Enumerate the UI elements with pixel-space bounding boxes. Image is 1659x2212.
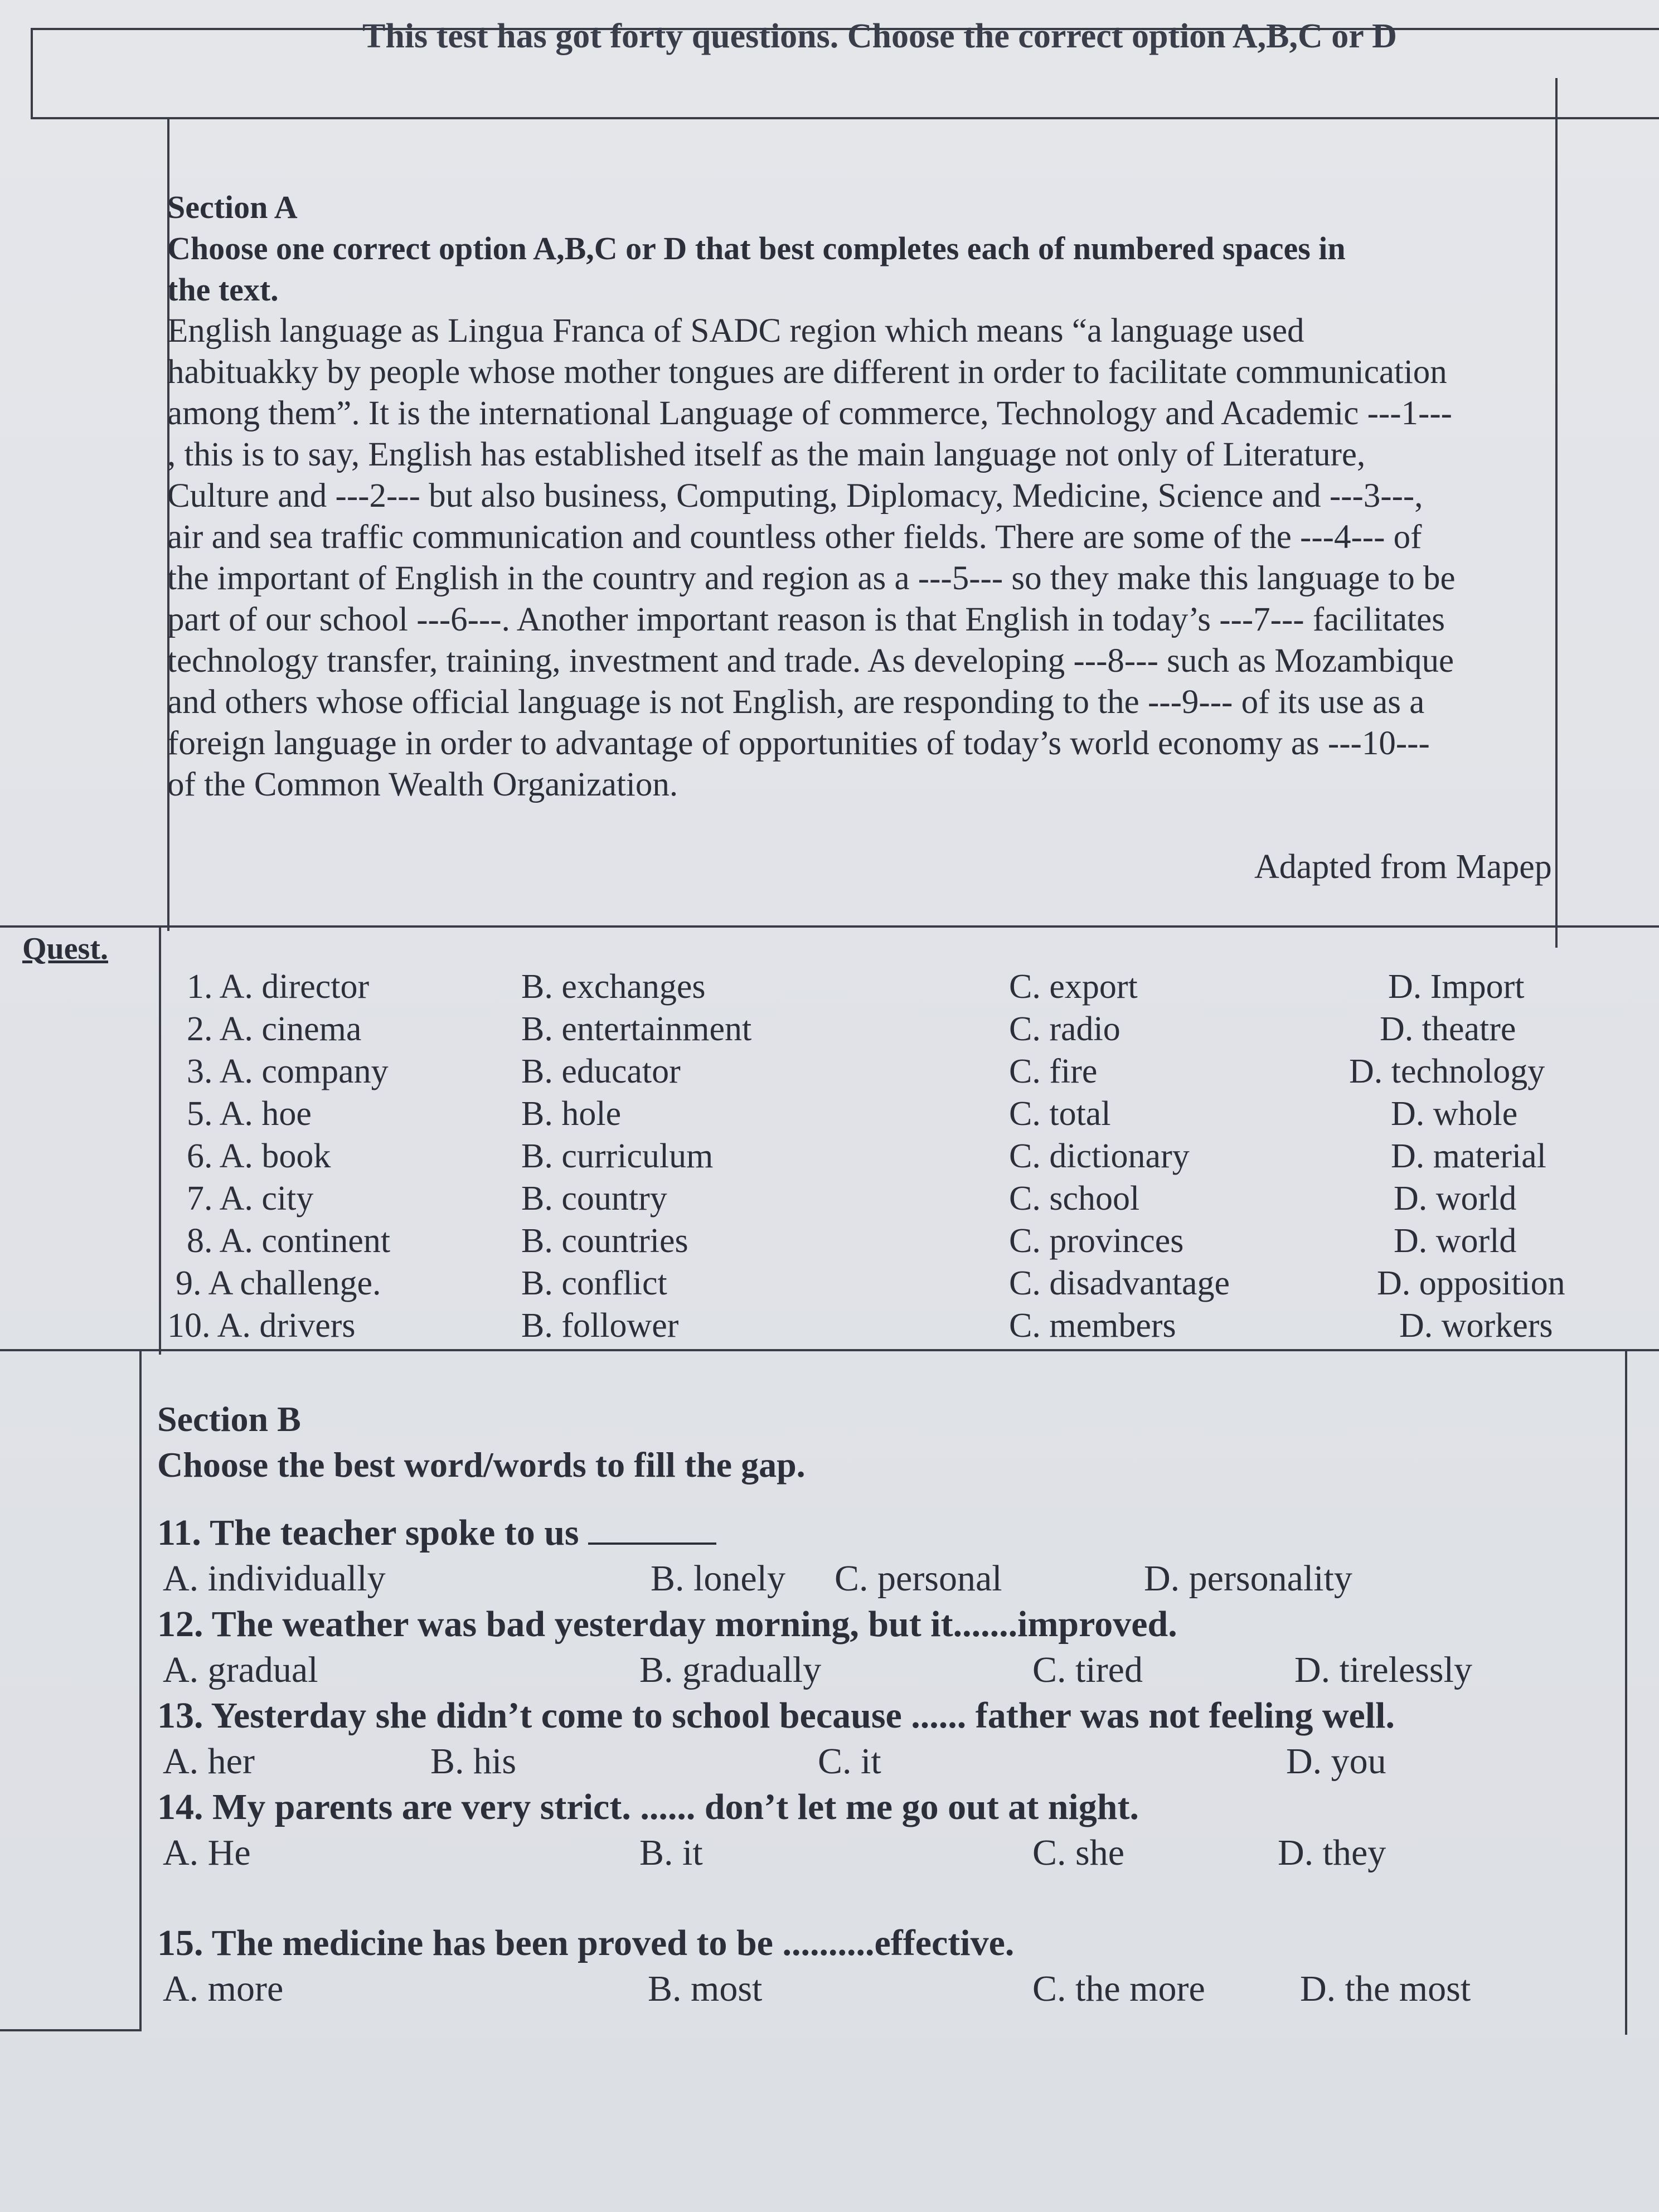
option-b: B. his [430, 1741, 517, 1782]
option-b: B. countries [521, 1222, 688, 1260]
passage-line: habituakky by people whose mother tongues are different in order to facilitate communication [167, 353, 1447, 391]
option-c: C. she [1032, 1832, 1124, 1873]
options-row [0, 1010, 1659, 1052]
options-row [0, 1137, 1659, 1179]
passage-line: English language as Lingua Franca of SADC region which means “a language used [167, 312, 1304, 350]
option-a: 5. A. hoe [187, 1095, 312, 1133]
options-row [0, 1306, 1659, 1348]
bottom-left-line [0, 2029, 142, 2031]
options-row [0, 967, 1659, 1010]
passage-line: technology transfer, training, investment and trade. As developing ---8--- such as Mozambique [167, 642, 1454, 680]
option-a: 6. A. book [187, 1137, 331, 1175]
option-b: B. curriculum [521, 1137, 714, 1175]
test-header-title: This test has got forty questions. Choose the correct option A,B,C or D [362, 17, 1397, 55]
passage-line: and others whose official language is not English, are responding to the ---9--- of its use as a [167, 683, 1425, 721]
passage-line: of the Common Wealth Organization. [167, 766, 678, 803]
passage-text [167, 311, 1561, 806]
question-stem: 12. The weather was bad yesterday morning, but it.......improved. [157, 1604, 1177, 1645]
option-a: 8. A. continent [187, 1222, 391, 1260]
section-a-instruction [167, 228, 1561, 311]
option-b: B. exchanges [521, 968, 706, 1006]
option-a: 10. A. drivers [167, 1307, 356, 1345]
question-options [157, 1739, 1607, 1784]
option-d: D. technology [1349, 1052, 1545, 1090]
left-frame-line [31, 28, 33, 119]
option-a: 2. A. cinema [187, 1010, 362, 1048]
option-d: D. personality [1144, 1558, 1352, 1599]
option-c: C. members [1009, 1307, 1176, 1345]
option-d: D. you [1286, 1741, 1386, 1782]
question-options [157, 1556, 1607, 1602]
option-b: B. conflict [521, 1264, 667, 1302]
section-a [167, 187, 1561, 806]
options-row [0, 1264, 1659, 1306]
option-a: 1. A. director [187, 968, 370, 1006]
option-d: D. they [1278, 1832, 1386, 1873]
passage-line: among them”. It is the international Language of commerce, Technology and Academic ---1--- [167, 395, 1452, 432]
option-d: D. world [1394, 1180, 1517, 1217]
option-c: C. total [1009, 1095, 1111, 1133]
option-d: D. Import [1388, 968, 1525, 1006]
options-row [0, 1179, 1659, 1221]
passage-line: the important of English in the country and region as a ---5--- so they make this language to be [167, 560, 1456, 597]
option-d: D. world [1394, 1222, 1517, 1260]
section-a-instruction-line: Choose one correct option A,B,C or D that best completes each of numbered spaces in [167, 230, 1346, 266]
passage-source: Adapted from Mapep [1254, 848, 1552, 886]
section-b-left-line [139, 1349, 142, 2029]
option-c: C. disadvantage [1009, 1264, 1230, 1302]
option-a: A. gradual [163, 1650, 318, 1690]
passage-line: , this is to say, English has established itself as the main language not only of Literature, [167, 436, 1366, 473]
spacer [157, 1488, 1607, 1510]
option-b: B. it [639, 1832, 703, 1873]
option-c: C. personal [835, 1558, 1002, 1599]
option-b: B. gradually [639, 1650, 822, 1690]
question-options [157, 1647, 1607, 1693]
option-d: D. opposition [1377, 1264, 1565, 1302]
option-d: D. tirelessly [1294, 1650, 1472, 1690]
quest-divider-line [0, 925, 1659, 928]
option-b: B. country [521, 1180, 667, 1217]
section-b-instruction: Choose the best word/words to fill the gap. [157, 1445, 806, 1485]
option-c: C. the more [1032, 1968, 1205, 2009]
options-row [0, 1221, 1659, 1264]
section-a-title: Section A [167, 189, 298, 225]
question-options [157, 1830, 1607, 1876]
options-row [0, 1094, 1659, 1137]
question-stem: 15. The medicine has been proved to be ..........effective. [157, 1923, 1015, 1963]
option-c: C. it [818, 1741, 881, 1782]
option-c: C. fire [1009, 1052, 1098, 1090]
option-b: B. educator [521, 1052, 681, 1090]
option-c: C. radio [1009, 1010, 1120, 1048]
option-b: B. lonely [651, 1558, 785, 1599]
passage-line: air and sea traffic communication and countless other fields. There are some of the ---4--- of [167, 518, 1422, 556]
option-d: D. the most [1300, 1968, 1471, 2009]
option-b: B. follower [521, 1307, 679, 1345]
option-a: 7. A. city [187, 1180, 314, 1217]
question-text: 11. The teacher spoke to us [157, 1512, 579, 1553]
section-b [157, 1396, 1607, 2012]
header-bottom-line [31, 117, 1659, 119]
option-c: C. provinces [1009, 1222, 1184, 1260]
quest-label: Quest. [22, 932, 108, 966]
option-b: B. hole [521, 1095, 622, 1133]
options-row [0, 1052, 1659, 1094]
options-bottom-line [0, 1349, 1659, 1351]
option-c: C. export [1009, 968, 1138, 1006]
option-a: A. her [163, 1741, 255, 1782]
section-b-title: Section B [157, 1399, 301, 1439]
question-stem [157, 1510, 1607, 1556]
section-a-instruction-line: the text. [167, 271, 279, 308]
option-a: A. individually [163, 1558, 386, 1599]
question-stem: 13. Yesterday she didn’t come to school because ...... father was not feeling well. [157, 1695, 1395, 1736]
answer-blank [588, 1515, 716, 1545]
option-b: B. most [648, 1968, 763, 2009]
option-c: C. school [1009, 1180, 1140, 1217]
option-d: D. theatre [1380, 1010, 1516, 1048]
option-c: C. tired [1032, 1650, 1143, 1690]
option-a: 9. A challenge. [176, 1264, 381, 1302]
option-d: D. whole [1391, 1095, 1518, 1133]
passage-line: Culture and ---2--- but also business, Computing, Diplomacy, Medicine, Science and ---3---, [167, 477, 1423, 515]
option-d: D. workers [1399, 1307, 1553, 1345]
spacer [157, 1876, 1607, 1920]
option-c: C. dictionary [1009, 1137, 1190, 1175]
section-b-right-line [1625, 1349, 1627, 2035]
option-d: D. material [1391, 1137, 1546, 1175]
option-a: A. more [163, 1968, 284, 2009]
question-stem: 14. My parents are very strict. ...... don’t let me go out at night. [157, 1787, 1139, 1827]
option-a: 3. A. company [187, 1052, 389, 1090]
question-options [157, 1966, 1607, 2012]
passage-line: part of our school ---6---. Another important reason is that English in today’s ---7--- facilitates [167, 601, 1445, 638]
option-b: B. entertainment [521, 1010, 752, 1048]
option-a: A. He [163, 1832, 251, 1873]
passage-line: foreign language in order to advantage of opportunities of today’s world economy as ---10--- [167, 725, 1430, 762]
